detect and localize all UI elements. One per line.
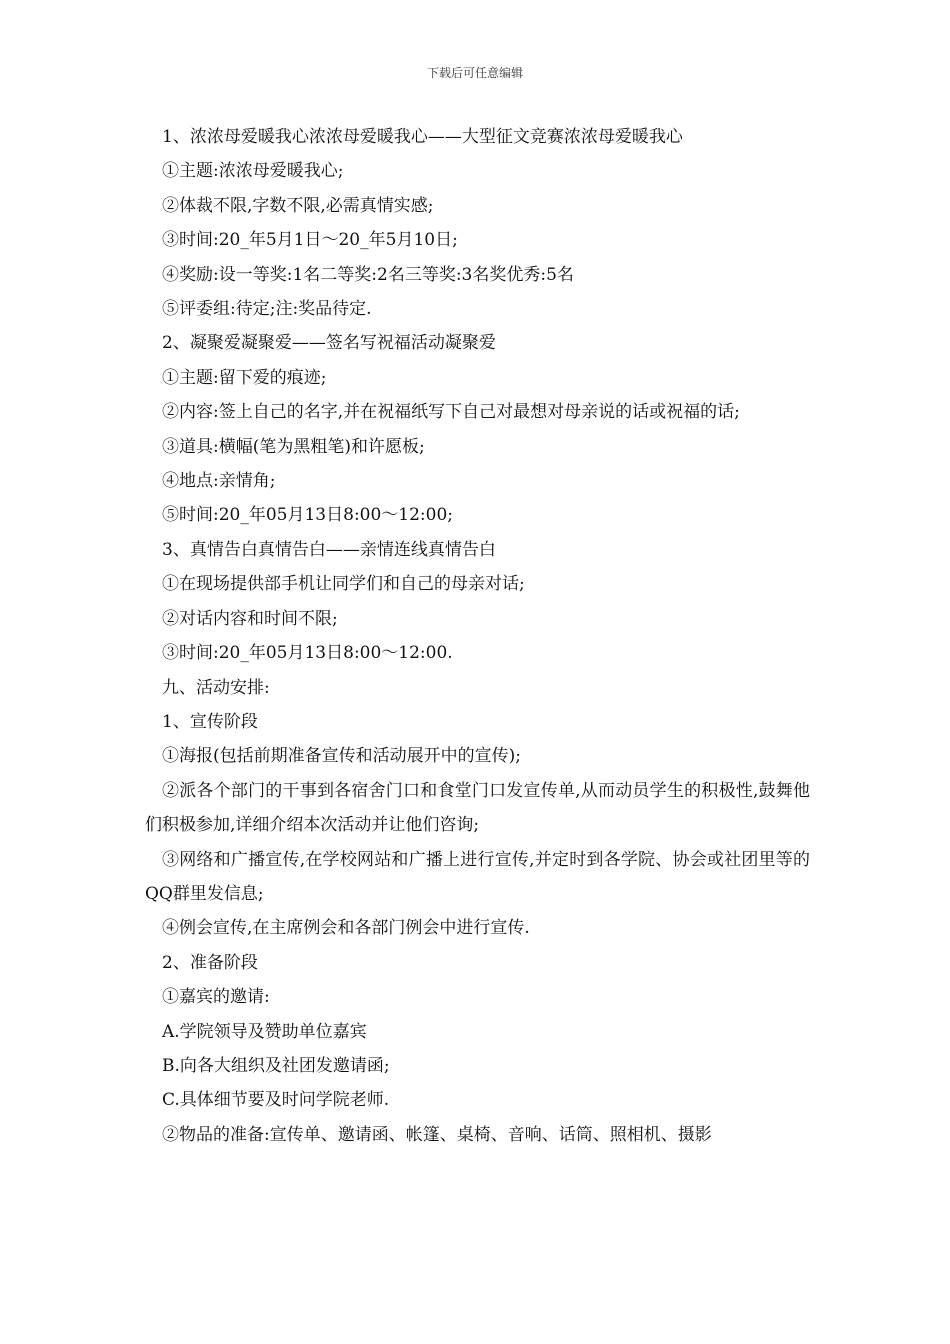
paragraph: ③时间:20_年5月1日～20_年5月10日; (162, 230, 458, 251)
paragraph: ②体裁不限,字数不限,必需真情实感; (162, 195, 434, 216)
paragraph: ⑤评委组:待定;注:奖品待定. (162, 299, 372, 320)
paragraph: ②物品的准备:宣传单、邀请函、帐篷、桌椅、音响、话筒、照相机、摄影 (162, 1124, 712, 1145)
paragraph: ①在现场提供部手机让同学们和自己的母亲对话; (162, 574, 525, 595)
paragraph: 1、宣传阶段 (162, 711, 258, 732)
paragraph: ①嘉宾的邀请: (162, 987, 270, 1008)
paragraph: 九、活动安排: (162, 677, 270, 698)
paragraph: ①主题:留下爱的痕迹; (162, 367, 327, 388)
paragraph: 3、真情告白真情告白——亲情连线真情告白 (162, 539, 496, 560)
paragraph: ③时间:20_年05月13日8:00～12:00. (162, 643, 453, 664)
paragraph: A.学院领导及赞助单位嘉宾 (162, 1021, 367, 1042)
paragraph: ②派各个部门的干事到各宿舍门口和食堂门口发宣传单,从而动员学生的积极性,鼓舞他们积极参加,详细介绍本次活动并让他们咨询; (145, 780, 810, 836)
paragraph: ②对话内容和时间不限; (162, 608, 338, 629)
paragraph: 1、浓浓母爱暖我心浓浓母爱暖我心——大型征文竞赛浓浓母爱暖我心 (162, 127, 683, 147)
paragraph: ④奖励:设一等奖:1名二等奖:2名三等奖:3名奖优秀:5名 (162, 264, 574, 285)
paragraph: ②内容:签上自己的名字,并在祝福纸写下自己对最想对母亲说的话或祝福的话; (162, 402, 740, 423)
paragraph: 2、准备阶段 (162, 952, 258, 973)
paragraph: C.具体细节要及时问学院老师. (162, 1090, 390, 1111)
paragraph: ①海报(包括前期准备宣传和活动展开中的宣传); (162, 746, 521, 767)
paragraph: ⑤时间:20_年05月13日8:00～12:00; (162, 505, 454, 526)
document-body (145, 120, 810, 1152)
page-header: 下载后可任意编辑 (426, 66, 523, 80)
paragraph: ④地点:亲情角; (162, 471, 276, 492)
paragraph: ③网络和广播宣传,在学校网站和广播上进行宣传,并定时到各学院、协会或社团里等的QQ群里发信息; (145, 849, 810, 904)
paragraph: ③道具:横幅(笔为黑粗笔)和许愿板; (162, 436, 425, 457)
paragraph: ①主题:浓浓母爱暖我心; (162, 161, 344, 182)
paragraph: ④例会宣传,在主席例会和各部门例会中进行宣传. (162, 918, 530, 939)
paragraph: 2、凝聚爱凝聚爱——签名写祝福活动凝聚爱 (162, 333, 496, 354)
paragraph: B.向各大组织及社团发邀请函; (162, 1055, 390, 1076)
